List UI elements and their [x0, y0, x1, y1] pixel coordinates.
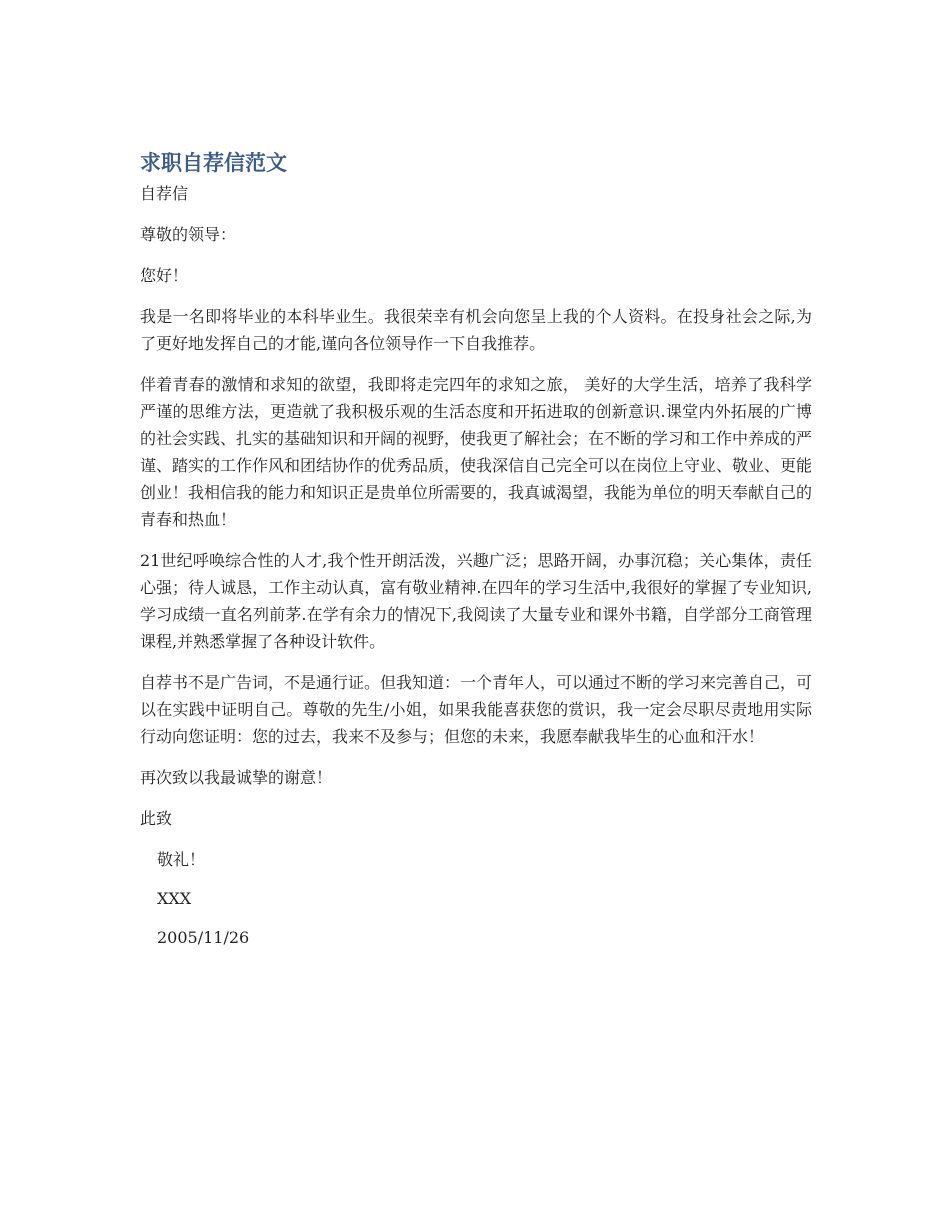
body-paragraph-4: 自荐书不是广告词，不是通行证。但我知道：一个青年人，可以通过不断的学习来完善自己，可以在实践中证明自己。尊敬的先生/小姐，如果我能喜获您的赏识，我一定会尽职尽责地用实际行动向您证明：您的过去，我来不及参与；但您的未来，我愿奉献我毕生的心血和汗水！ [140, 673, 813, 746]
body-paragraph-3: 21世纪呼唤综合性的人才,我个性开朗活泼，兴趣广泛；思路开阔，办事沉稳；关心集体，责任心强；待人诚恳，工作主动认真，富有敬业精神.在四年的学习生活中,我很好的掌握了专业知识,学习成绩一直名列前茅.在学有余力的情况下,我阅读了大量专业和课外书籍，自学部分工商管理课程,并熟悉掌握了各种设计软件。 [140, 551, 812, 651]
date: 2005/11/26 [157, 928, 250, 947]
thanks-line: 再次致以我最诚挚的谢意！ [140, 768, 333, 787]
body-paragraph-2: 伴着青春的激情和求知的欲望，我即将走完四年的求知之旅， 美好的大学生活，培养了我科学严谨的思维方法，更造就了我积极乐观的生活态度和开拓进取的创新意识.课堂内外拓展的广博的社会实践、扎实的基础知识和开阔的视野，使我更了解社会；在不断的学习和工作中养成的严谨、踏实的工作作风和团结协作的优秀品质，使我深信自己完全可以在岗位上守业、敬业、更能创业！我相信我的能力和知识正是贵单位所需要的，我真诚渴望，我能为单位的明天奉献自己的青春和热血！ [140, 375, 813, 529]
regards-line: 敬礼！ [157, 850, 206, 869]
letter-page [140, 148, 812, 963]
signature: XXX [157, 889, 192, 908]
salutation: 尊敬的领导： [140, 225, 237, 244]
body-paragraph-1: 我是一名即将毕业的本科毕业生。我很荣幸有机会向您呈上我的个人资料。在投身社会之际,为了更好地发挥自己的才能,谨向各位领导作一下自我推荐。 [140, 307, 812, 353]
document-title: 求职自荐信范文 [140, 151, 287, 175]
greeting: 您好！ [140, 266, 189, 285]
closing-line: 此致 [140, 809, 173, 828]
document-subtitle: 自荐信 [140, 184, 189, 203]
